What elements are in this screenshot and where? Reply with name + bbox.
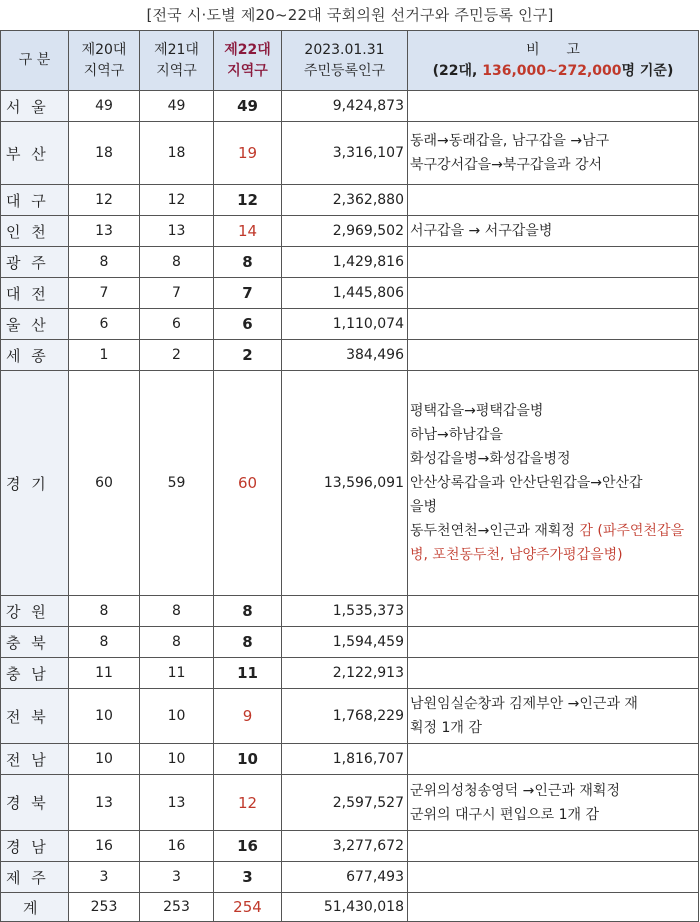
- remarks-line: 화성갑을병→화성갑을병정: [410, 451, 571, 467]
- seats-22nd-cell: 3: [214, 862, 282, 893]
- remarks-cell: [408, 247, 699, 278]
- seats-22nd-cell: 6: [214, 309, 282, 340]
- remarks-cell: [408, 775, 699, 831]
- seats-22nd-cell: 8: [214, 247, 282, 278]
- population-cell: 2,597,527: [282, 775, 408, 831]
- seats-20th-cell: 8: [69, 627, 140, 658]
- remarks-line: 동래→동래갑을, 남구갑을 →남구: [410, 133, 610, 149]
- seats-20th-cell: 13: [69, 216, 140, 247]
- seats-21st-cell: 8: [140, 247, 214, 278]
- population-cell: 1,768,229: [282, 689, 408, 744]
- total-remarks-cell: [408, 893, 699, 922]
- seats-22nd-cell: 60: [214, 371, 282, 596]
- remarks-cell: [408, 122, 699, 185]
- seats-21st-cell: 11: [140, 658, 214, 689]
- region-cell: 전 북: [1, 689, 69, 744]
- remarks-cell: [408, 862, 699, 893]
- remarks-cell: [408, 744, 699, 775]
- table-row: [1, 744, 699, 775]
- seats-21st-cell: 12: [140, 185, 214, 216]
- region-cell: 경 북: [1, 775, 69, 831]
- seats-20th-cell: 10: [69, 689, 140, 744]
- population-cell: 9,424,873: [282, 91, 408, 122]
- header-22nd-line2: 지역구: [227, 62, 268, 79]
- table-row: [1, 340, 699, 371]
- population-cell: 2,362,880: [282, 185, 408, 216]
- criteria-suffix: 명 기준): [621, 62, 674, 79]
- seats-21st-cell: 18: [140, 122, 214, 185]
- remarks-cell: [408, 216, 699, 247]
- seats-20th-cell: 6: [69, 309, 140, 340]
- seats-22nd-cell: 12: [214, 185, 282, 216]
- table-body: [1, 91, 699, 922]
- population-cell: 3,316,107: [282, 122, 408, 185]
- population-cell: 1,429,816: [282, 247, 408, 278]
- seats-22nd-cell: 14: [214, 216, 282, 247]
- table-row: [1, 775, 699, 831]
- seats-20th-cell: 11: [69, 658, 140, 689]
- table-row: [1, 309, 699, 340]
- table-row: [1, 216, 699, 247]
- remarks-line: 남원임실순창과 김제부안 →인근과 재: [410, 696, 638, 712]
- seats-22nd-cell: 8: [214, 627, 282, 658]
- remarks-cell: [408, 185, 699, 216]
- remarks-cell: [408, 831, 699, 862]
- region-cell: 경 기: [1, 371, 69, 596]
- table-row: [1, 278, 699, 309]
- total-21st-cell: 253: [140, 893, 214, 922]
- remarks-cell: [408, 371, 699, 596]
- remarks-cell: [408, 278, 699, 309]
- table-row: [1, 689, 699, 744]
- table-row: [1, 658, 699, 689]
- population-cell: 384,496: [282, 340, 408, 371]
- total-label-cell: 계: [1, 893, 69, 922]
- total-population-cell: 51,430,018: [282, 893, 408, 922]
- region-cell: 대 전: [1, 278, 69, 309]
- seats-21st-cell: 10: [140, 689, 214, 744]
- seats-21st-cell: 13: [140, 216, 214, 247]
- header-22nd-line1: 제22대: [224, 41, 271, 58]
- header-20th: [69, 31, 140, 91]
- remarks-line: 평택갑을→평택갑을병: [410, 403, 544, 419]
- table-row: [1, 371, 699, 596]
- seats-22nd-cell: 10: [214, 744, 282, 775]
- header-population-line2: 주민등록인구: [303, 62, 386, 79]
- header-row: [1, 31, 699, 91]
- seats-20th-cell: 7: [69, 278, 140, 309]
- header-21st: [140, 31, 214, 91]
- seats-22nd-cell: 12: [214, 775, 282, 831]
- population-cell: 1,445,806: [282, 278, 408, 309]
- population-cell: 1,535,373: [282, 596, 408, 627]
- total-row: [1, 893, 699, 922]
- region-cell: 충 남: [1, 658, 69, 689]
- seats-20th-cell: 8: [69, 596, 140, 627]
- seats-21st-cell: 6: [140, 309, 214, 340]
- seats-22nd-cell: 11: [214, 658, 282, 689]
- table-row: [1, 862, 699, 893]
- criteria-prefix: (22대,: [432, 62, 483, 79]
- region-cell: 제 주: [1, 862, 69, 893]
- header-remarks-line1: 비 고: [526, 41, 580, 58]
- seats-21st-cell: 59: [140, 371, 214, 596]
- seats-22nd-cell: 2: [214, 340, 282, 371]
- district-population-table: [0, 30, 699, 922]
- seats-20th-cell: 16: [69, 831, 140, 862]
- header-remarks-criteria: [408, 61, 698, 82]
- header-21st-line2: 지역구: [156, 62, 197, 79]
- total-20th-cell: 253: [69, 893, 140, 922]
- remarks-line: 을병: [410, 499, 438, 515]
- region-cell: 인 천: [1, 216, 69, 247]
- table-row: [1, 91, 699, 122]
- remarks-line: 북구강서갑을→북구갑을과 강서: [410, 157, 602, 173]
- total-22nd-cell: 254: [214, 893, 282, 922]
- population-cell: 3,277,672: [282, 831, 408, 862]
- seats-20th-cell: 1: [69, 340, 140, 371]
- remarks-line: 안산상록갑을과 안산단원갑을→안산갑: [410, 475, 643, 491]
- seats-20th-cell: 3: [69, 862, 140, 893]
- remarks-cell: [408, 596, 699, 627]
- table-row: [1, 247, 699, 278]
- population-cell: 2,122,913: [282, 658, 408, 689]
- seats-20th-cell: 12: [69, 185, 140, 216]
- remarks-cell: [408, 627, 699, 658]
- seats-20th-cell: 10: [69, 744, 140, 775]
- region-cell: 울 산: [1, 309, 69, 340]
- header-21st-line1: 제21대: [154, 41, 199, 58]
- header-remarks: [408, 31, 699, 91]
- population-cell: 1,594,459: [282, 627, 408, 658]
- seats-21st-cell: 10: [140, 744, 214, 775]
- seats-22nd-cell: 49: [214, 91, 282, 122]
- remarks-line: 획정 1개 감: [410, 720, 482, 736]
- seats-20th-cell: 8: [69, 247, 140, 278]
- seats-21st-cell: 3: [140, 862, 214, 893]
- seats-21st-cell: 8: [140, 596, 214, 627]
- seats-21st-cell: 2: [140, 340, 214, 371]
- region-cell: 서 울: [1, 91, 69, 122]
- remarks-cell: [408, 689, 699, 744]
- table-row: [1, 122, 699, 185]
- region-cell: 강 원: [1, 596, 69, 627]
- remarks-cell: [408, 340, 699, 371]
- population-cell: 1,816,707: [282, 744, 408, 775]
- remarks-line: 서구갑을 → 서구갑을병: [410, 223, 553, 239]
- header-population: [282, 31, 408, 91]
- remarks-cell: [408, 309, 699, 340]
- population-cell: 1,110,074: [282, 309, 408, 340]
- header-population-line1: 2023.01.31: [304, 41, 385, 58]
- remarks-cell: [408, 91, 699, 122]
- region-cell: 전 남: [1, 744, 69, 775]
- header-division: 구 분: [1, 31, 69, 91]
- header-20th-line2: 지역구: [83, 62, 125, 79]
- header-22nd: [214, 31, 282, 91]
- remarks-line: [410, 519, 696, 567]
- remarks-text: 동두천연천→인근과 재획정: [410, 523, 580, 539]
- seats-20th-cell: 13: [69, 775, 140, 831]
- remarks-line: 군위의 대구시 편입으로 1개 감: [410, 806, 599, 823]
- seats-21st-cell: 7: [140, 278, 214, 309]
- region-cell: 세 종: [1, 340, 69, 371]
- seats-21st-cell: 49: [140, 91, 214, 122]
- table-row: [1, 185, 699, 216]
- region-cell: 대 구: [1, 185, 69, 216]
- population-cell: 677,493: [282, 862, 408, 893]
- population-cell: 2,969,502: [282, 216, 408, 247]
- seats-20th-cell: 49: [69, 91, 140, 122]
- table-row: [1, 627, 699, 658]
- region-cell: 경 남: [1, 831, 69, 862]
- header-20th-line1: 제20대: [81, 41, 127, 58]
- seats-22nd-cell: 8: [214, 596, 282, 627]
- criteria-range: 136,000~272,000: [482, 62, 622, 79]
- remarks-line: 군위의성청송영덕 →인근과 재획정: [410, 782, 620, 799]
- region-cell: 부 산: [1, 122, 69, 185]
- seats-20th-cell: 18: [69, 122, 140, 185]
- seats-22nd-cell: 9: [214, 689, 282, 744]
- table-row: [1, 831, 699, 862]
- region-cell: 광 주: [1, 247, 69, 278]
- region-cell: 충 북: [1, 627, 69, 658]
- seats-20th-cell: 60: [69, 371, 140, 596]
- remarks-red-text: 감 (파주연천갑을병, 포천동두천, 남양주가평갑을병): [410, 523, 684, 563]
- remarks-line: 하남→하남갑을: [410, 427, 503, 443]
- population-cell: 13,596,091: [282, 371, 408, 596]
- seats-21st-cell: 13: [140, 775, 214, 831]
- remarks-cell: [408, 658, 699, 689]
- seats-21st-cell: 8: [140, 627, 214, 658]
- seats-22nd-cell: 19: [214, 122, 282, 185]
- seats-21st-cell: 16: [140, 831, 214, 862]
- table-row: [1, 596, 699, 627]
- seats-22nd-cell: 7: [214, 278, 282, 309]
- table-title: [전국 시·도별 제20~22대 국회의원 선거구와 주민등록 인구]: [146, 6, 554, 24]
- seats-22nd-cell: 16: [214, 831, 282, 862]
